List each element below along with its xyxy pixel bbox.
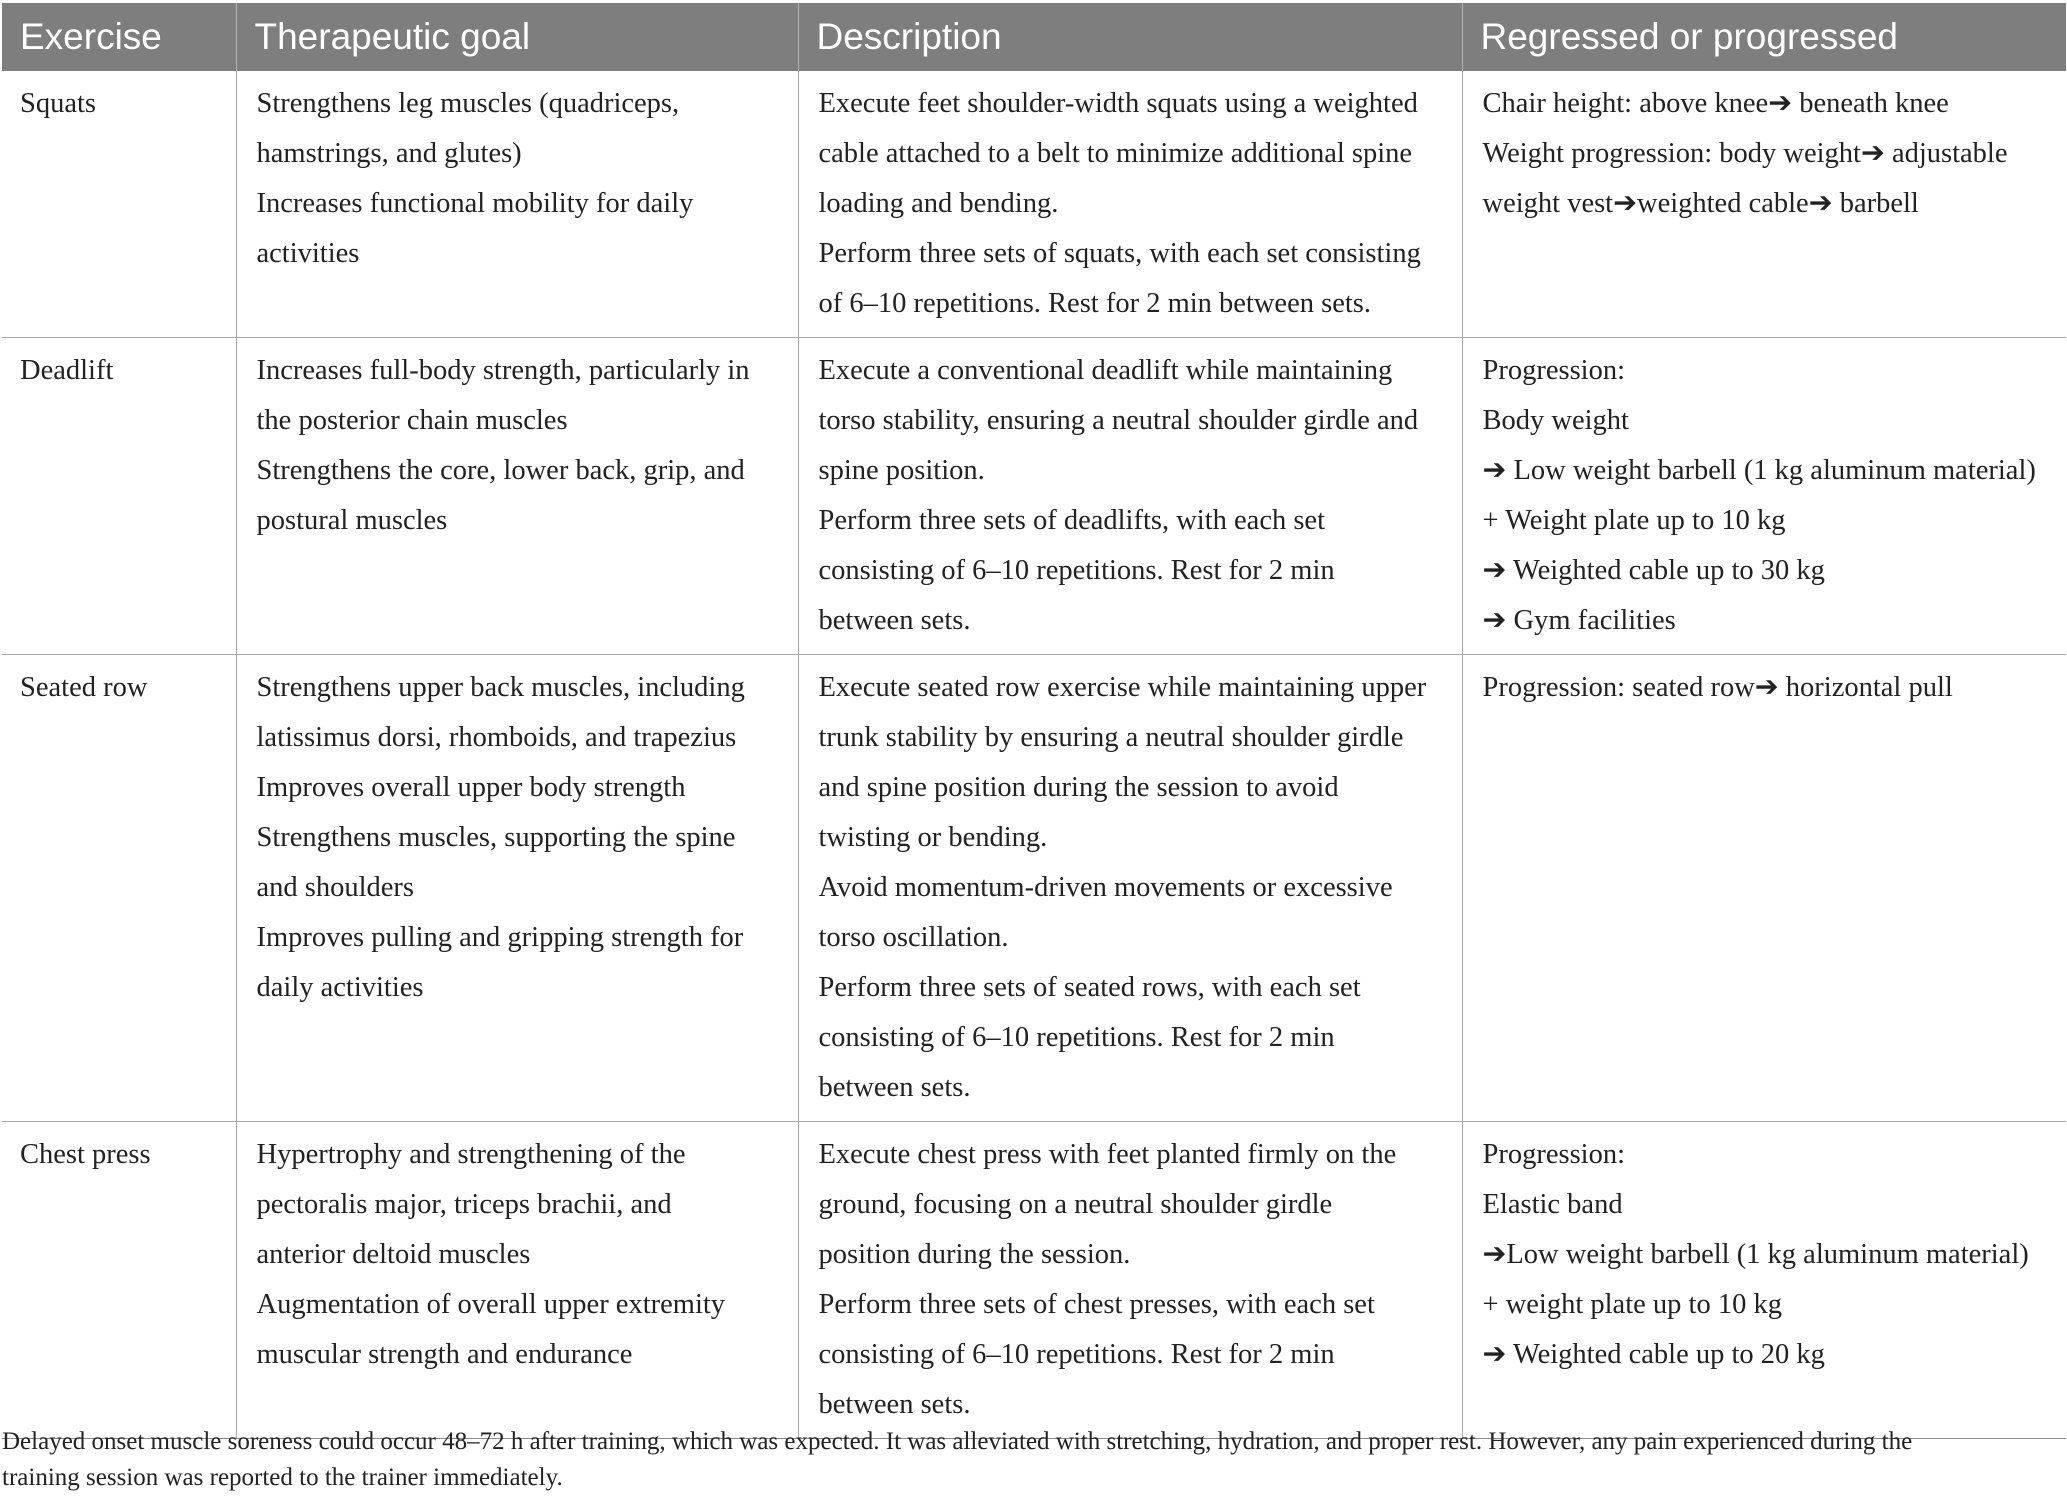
goal-line: latissimus dorsi, rhomboids, and trapezius <box>256 722 737 753</box>
header-description: Description <box>798 3 1462 71</box>
goal-cell <box>236 338 798 655</box>
description-line: cable attached to a belt to minimize additional spine <box>818 138 1413 169</box>
description-line: consisting of 6–10 repetitions. Rest for 2 min <box>818 555 1335 586</box>
description-line: torso stability, ensuring a neutral shoulder girdle and <box>818 405 1419 436</box>
description-line: trunk stability by ensuring a neutral shoulder girdle <box>818 722 1404 753</box>
goal-line: pectoralis major, triceps brachii, and <box>256 1189 672 1220</box>
goal-line: postural muscles <box>256 505 448 536</box>
table-row <box>2 655 2066 1122</box>
progression-line: ➔ Low weight barbell (1 kg aluminum material) <box>1482 455 2036 486</box>
description-line: Avoid momentum-driven movements or excessive <box>818 872 1393 903</box>
goal-line: and shoulders <box>256 872 415 903</box>
description-line: consisting of 6–10 repetitions. Rest for 2 min <box>818 1022 1335 1053</box>
description-line: between sets. <box>818 605 971 636</box>
goal-line: activities <box>256 238 360 269</box>
goal-line: Strengthens the core, lower back, grip, and <box>256 455 745 486</box>
description-line: and spine position during the session to avoid <box>818 772 1339 803</box>
progression-line: Progression: <box>1482 1139 1625 1170</box>
goal-line: anterior deltoid muscles <box>256 1239 531 1270</box>
goal-line: Strengthens muscles, supporting the spine <box>256 822 736 853</box>
description-line: Perform three sets of chest presses, with each set <box>818 1289 1375 1320</box>
progression-line: Chair height: above knee➔ beneath knee <box>1482 88 1949 119</box>
description-cell <box>798 338 1462 655</box>
description-line: spine position. <box>818 455 985 486</box>
description-line: ground, focusing on a neutral shoulder girdle <box>818 1189 1333 1220</box>
header-therapeutic-goal: Therapeutic goal <box>236 3 798 71</box>
description-cell <box>798 655 1462 1122</box>
progression-cell <box>1462 655 2066 1122</box>
goal-line: daily activities <box>256 972 424 1003</box>
description-line: loading and bending. <box>818 188 1059 219</box>
goal-cell <box>236 1122 798 1439</box>
progression-line: ➔ Weighted cable up to 20 kg <box>1482 1339 1825 1370</box>
description-line: of 6–10 repetitions. Rest for 2 min between sets. <box>818 288 1371 319</box>
goal-line: muscular strength and endurance <box>256 1339 633 1370</box>
progression-line: weight vest➔weighted cable➔ barbell <box>1482 188 1919 219</box>
footnote-line: Delayed onset muscle soreness could occur 48–72 h after training, which was expected. It was alleviated with stretching, hydration, and proper rest. However, any pain experienced during the <box>2 1428 1913 1455</box>
description-line: torso oscillation. <box>818 922 1009 953</box>
description-line: Execute seated row exercise while maintaining upper <box>818 672 1427 703</box>
description-line: Perform three sets of squats, with each set consisting <box>818 238 1421 269</box>
goal-line: Improves pulling and gripping strength for <box>256 922 744 953</box>
footnote-line: training session was reported to the trainer immediately. <box>2 1464 563 1491</box>
header-exercise: Exercise <box>2 3 236 71</box>
progression-cell <box>1462 71 2066 338</box>
description-line: between sets. <box>818 1072 971 1103</box>
exercise-cell: Seated row <box>2 655 236 1122</box>
goal-line: Increases full-body strength, particularly in <box>256 355 750 386</box>
progression-line: + weight plate up to 10 kg <box>1482 1289 1782 1320</box>
goal-line: Augmentation of overall upper extremity <box>256 1289 726 1320</box>
table-footnote <box>2 1424 2062 1496</box>
description-cell <box>798 71 1462 338</box>
progression-line: ➔Low weight barbell (1 kg aluminum material) <box>1482 1239 2029 1270</box>
goal-line: hamstrings, and glutes) <box>256 138 522 169</box>
goal-line: Strengthens upper back muscles, including <box>256 672 745 703</box>
description-line: twisting or bending. <box>818 822 1048 853</box>
exercise-cell: Squats <box>2 71 236 338</box>
table-header <box>2 3 2066 71</box>
description-line: Execute feet shoulder-width squats using a weighted <box>818 88 1418 119</box>
exercise-cell: Chest press <box>2 1122 236 1439</box>
description-line: position during the session. <box>818 1239 1131 1270</box>
description-line: Perform three sets of seated rows, with each set <box>818 972 1361 1003</box>
goal-line: the posterior chain muscles <box>256 405 568 436</box>
progression-line: ➔ Gym facilities <box>1482 605 1676 636</box>
description-line: Execute a conventional deadlift while maintaining <box>818 355 1393 386</box>
description-line: Execute chest press with feet planted firmly on the <box>818 1139 1397 1170</box>
goal-cell <box>236 71 798 338</box>
goal-line: Improves overall upper body strength <box>256 772 686 803</box>
description-line: consisting of 6–10 repetitions. Rest for 2 min <box>818 1339 1335 1370</box>
exercise-table <box>2 3 2066 1439</box>
description-cell <box>798 1122 1462 1439</box>
progression-line: Body weight <box>1482 405 1629 436</box>
table-body <box>2 71 2066 1439</box>
progression-line: Weight progression: body weight➔ adjustable <box>1482 138 2008 169</box>
table-row <box>2 1122 2066 1439</box>
header-regressed-or-progressed: Regressed or progressed <box>1462 3 2066 71</box>
progression-cell <box>1462 338 2066 655</box>
table-row <box>2 71 2066 338</box>
progression-line: Progression: seated row➔ horizontal pull <box>1482 672 1953 703</box>
goal-cell <box>236 655 798 1122</box>
progression-cell <box>1462 1122 2066 1439</box>
exercise-cell: Deadlift <box>2 338 236 655</box>
header-row <box>2 3 2066 71</box>
goal-line: Hypertrophy and strengthening of the <box>256 1139 686 1170</box>
description-line: between sets. <box>818 1389 971 1420</box>
progression-line: ➔ Weighted cable up to 30 kg <box>1482 555 1825 586</box>
goal-line: Strengthens leg muscles (quadriceps, <box>256 88 680 119</box>
goal-line: Increases functional mobility for daily <box>256 188 694 219</box>
table-row <box>2 338 2066 655</box>
progression-line: + Weight plate up to 10 kg <box>1482 505 1786 536</box>
progression-line: Elastic band <box>1482 1189 1623 1220</box>
progression-line: Progression: <box>1482 355 1625 386</box>
description-line: Perform three sets of deadlifts, with each set <box>818 505 1326 536</box>
